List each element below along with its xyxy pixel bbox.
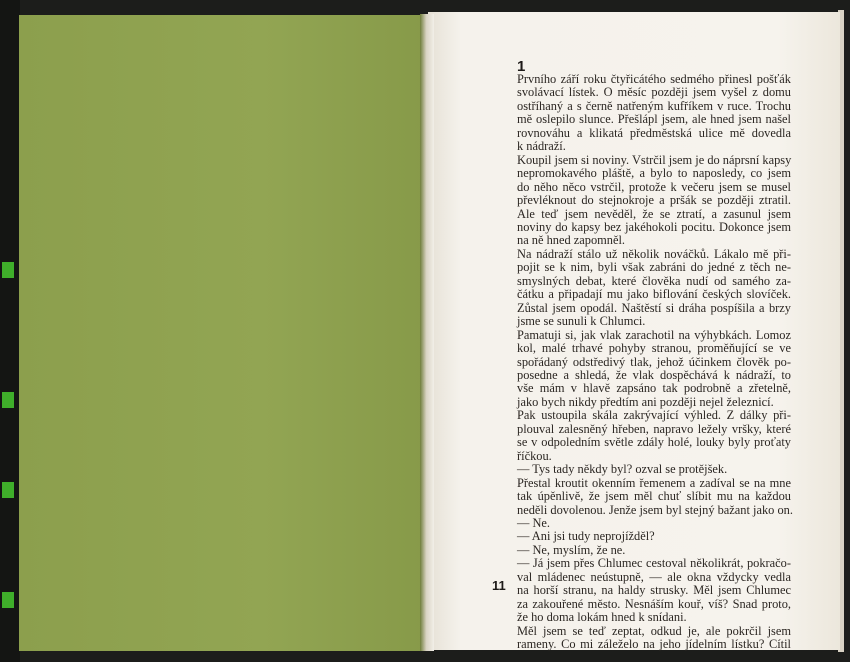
text-line: jsme se sunuli k Chlumci. bbox=[517, 314, 646, 329]
text-line: tak úpěnlivě, že jsem měl chuť slíbit mu na každou bbox=[517, 489, 791, 504]
text-line: — Ne. bbox=[517, 515, 551, 530]
text-line: — Ani jsi tudy neprojížděl? bbox=[517, 529, 655, 544]
cover-streak bbox=[2, 392, 14, 408]
cover-streak bbox=[2, 592, 14, 608]
paragraph bbox=[517, 329, 791, 410]
text-line: noviny do kapsy bez jakéhokoli pocitu. Dokonce jsem bbox=[517, 219, 791, 234]
text-line: smyslných debat, které člověka nudí od samého za- bbox=[517, 273, 791, 288]
text-line: rovnováhu a klikatá předměstská ulice mě dovedla bbox=[517, 125, 791, 140]
text-line: Koupil jsem si noviny. Vstrčil jsem je do náprsní kapsy bbox=[517, 152, 792, 167]
text-line: — Ne, myslím, že ne. bbox=[517, 542, 626, 557]
text-line: na horší stranu, na haldy strusky. Měl jsem Chlumec bbox=[517, 583, 791, 598]
book-cover-edge bbox=[0, 0, 20, 662]
text-line: Prvního září roku čtyřicátého sedmého přinesl pošťák bbox=[517, 72, 791, 86]
text-line: do něho něco vstrčil, protože k večeru jsem se musel bbox=[517, 179, 791, 194]
text-line: posedne a shledá, že vlak dospěchává k nádraží, to bbox=[517, 367, 791, 382]
paragraph bbox=[517, 530, 791, 543]
paragraph bbox=[517, 154, 791, 248]
text-line: — Tys tady někdy byl? ozval se protějšek. bbox=[517, 462, 728, 477]
paragraph bbox=[517, 248, 791, 329]
paragraph bbox=[517, 625, 791, 652]
cover-streak bbox=[2, 482, 14, 498]
text-line: svolávací lístek. O měsíc později jsem vyšel z domu bbox=[517, 85, 791, 100]
text-line: vše mám v hlavě zapsáno tak podrobně a zřetelně, bbox=[517, 381, 791, 396]
body-text bbox=[517, 73, 791, 651]
chapter-number: 1 bbox=[517, 58, 526, 75]
text-line: převléknout do stejnokroje a pršák se později ztratil. bbox=[517, 193, 791, 208]
text-line: Na nádraží stálo už několik nováčků. Lákalo mě při- bbox=[517, 246, 791, 261]
text-line: nepromokavého pláště, a bylo to naposledy, co jsem bbox=[517, 166, 791, 181]
paragraph bbox=[517, 557, 791, 624]
paragraph bbox=[517, 477, 791, 517]
text-line: mě oslepilo slunce. Přešlápl jsem, ale hned jsem našel bbox=[517, 112, 791, 127]
paragraph bbox=[517, 463, 791, 476]
text-line: Pamatuji si, jak vlak zarachotil na výhybkách. Lomoz bbox=[517, 327, 791, 342]
page-number: 11 bbox=[492, 578, 506, 593]
text-line: k nádraží. bbox=[517, 139, 566, 154]
paragraph bbox=[517, 544, 791, 557]
text-line: Ale teď jsem nevěděl, že se ztratí, a zasunul jsem bbox=[517, 206, 791, 221]
text-line: neděli dovolenou. Jenže jsem byl stejný bažant jako on. bbox=[517, 502, 793, 517]
left-page-endpaper bbox=[19, 15, 425, 651]
text-line: Přestal kroutit okenním řemenem a zadíval se na mne bbox=[517, 475, 791, 490]
text-line: za zakouřené město. Nesnáším kouř, víš? Snad proto, bbox=[517, 596, 791, 611]
text-line: čátku a připadají mu jako biflování českých slovíček. bbox=[517, 287, 791, 302]
text-line: říčkou. bbox=[517, 448, 552, 463]
text-line: Pak ustoupila skála zakrývající výhled. Z dálky při- bbox=[517, 408, 791, 423]
text-line: jako bych nikdy předtím ani později nejel železnicí. bbox=[517, 394, 774, 409]
text-line: spořádaný odstředivý tlak, jehož účinkem člověk po- bbox=[517, 354, 791, 369]
text-line: — Já jsem přes Chlumec cestoval několikrát, pokračo- bbox=[517, 556, 791, 571]
book-gutter bbox=[420, 14, 434, 651]
text-line: pojit se k nim, byli však zabráni do jedné z těch ne- bbox=[517, 260, 791, 275]
cover-streak bbox=[2, 262, 14, 278]
paragraph bbox=[517, 409, 791, 463]
text-line: že ho doma lokám hned k snídani. bbox=[517, 610, 687, 625]
text-line: na ně hned zapomněl. bbox=[517, 233, 626, 248]
paragraph bbox=[517, 517, 791, 530]
text-line: rameny. Co mi záleželo na jeho jídelním lístku? Cítil bbox=[517, 637, 791, 652]
text-line: ostříhaný a s černě natřeným kufříkem v ruce. Trochu bbox=[517, 98, 791, 113]
text-line: se v odpoledním světle zdály holé, louky byly proťaty bbox=[517, 435, 791, 450]
paragraph bbox=[517, 73, 791, 154]
text-line: Zůstal jsem opodál. Naštěstí si dráha pospíšila a brzy bbox=[517, 300, 791, 315]
text-line: val mládenec neústupně, — ale okna vždycky vedla bbox=[517, 569, 791, 584]
text-line: Měl jsem se teď zeptat, odkud je, ale pokrčil jsem bbox=[517, 623, 791, 638]
text-line: kol, malé trhavé pohyby stranou, proměňující se ve bbox=[517, 341, 791, 356]
text-line: plouval zalesněný hřeben, napravo ležely vršky, které bbox=[517, 421, 791, 436]
